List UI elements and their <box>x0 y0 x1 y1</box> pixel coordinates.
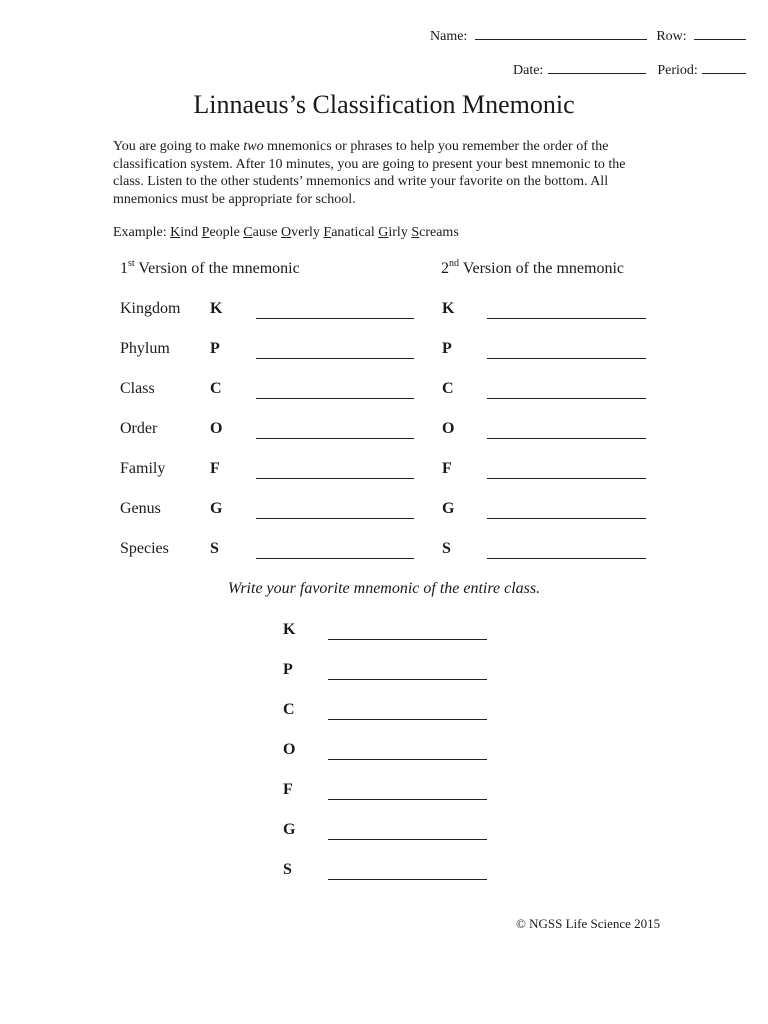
second-version-letter: O <box>442 420 455 437</box>
page-title: Linnaeus’s Classification Mnemonic <box>193 90 575 119</box>
example-word-rest: eople <box>209 225 240 240</box>
first-version-blank-p[interactable] <box>256 358 414 359</box>
date-label: Date: <box>513 63 544 78</box>
second-version-blank-p[interactable] <box>487 358 646 359</box>
intro-emphasis: two <box>243 139 264 154</box>
example-word <box>170 225 198 240</box>
second-version-letter: S <box>442 540 451 557</box>
second-version-num: 2 <box>441 260 449 277</box>
second-version-letter: K <box>442 300 455 317</box>
favorite-blank-p[interactable] <box>328 679 487 680</box>
rank-name-phylum: Phylum <box>120 340 170 357</box>
favorite-letter: S <box>283 861 292 878</box>
second-version-blank-o[interactable] <box>487 438 646 439</box>
example-initial: C <box>243 225 253 240</box>
name-field[interactable] <box>475 25 647 40</box>
first-version-blank-f[interactable] <box>256 478 414 479</box>
date-field[interactable] <box>548 59 646 74</box>
second-version-letter: P <box>442 340 452 357</box>
example-initial: F <box>323 225 332 240</box>
name-row-line <box>430 25 746 45</box>
first-version-blank-c[interactable] <box>256 398 414 399</box>
period-field[interactable] <box>702 59 746 74</box>
first-version-heading <box>120 257 300 278</box>
example-line <box>113 225 459 241</box>
rank-name-species: Species <box>120 540 169 557</box>
second-version-heading <box>441 257 625 278</box>
first-version-letter: K <box>210 300 223 317</box>
example-word <box>323 225 374 240</box>
example-word-rest: anatical <box>331 225 375 240</box>
example-initial: S <box>411 225 420 240</box>
second-version-letter: G <box>442 500 455 517</box>
second-version-blank-f[interactable] <box>487 478 646 479</box>
first-version-blank-k[interactable] <box>256 318 414 319</box>
example-initial: O <box>281 225 292 240</box>
example-word-rest: irly <box>388 225 408 240</box>
favorite-letter: P <box>283 661 293 678</box>
favorite-blank-k[interactable] <box>328 639 487 640</box>
second-version-blank-c[interactable] <box>487 398 646 399</box>
example-word-rest: creams <box>419 225 459 240</box>
example-initial: G <box>378 225 389 240</box>
first-version-letter: P <box>210 340 220 357</box>
first-version-text: Version of the mnemonic <box>134 260 300 277</box>
rank-name-order: Order <box>120 420 158 437</box>
second-version-blank-s[interactable] <box>487 558 646 559</box>
second-version-blank-g[interactable] <box>487 518 646 519</box>
copyright: © NGSS Life Science 2015 <box>516 916 661 931</box>
favorite-blank-f[interactable] <box>328 799 487 800</box>
row-field[interactable] <box>694 25 746 40</box>
first-version-letter: C <box>210 380 222 397</box>
example-initial: P <box>201 225 210 240</box>
favorite-blank-s[interactable] <box>328 879 487 880</box>
example-word-rest: ause <box>252 225 278 240</box>
first-version-sup: st <box>128 257 135 269</box>
example-label: Example: <box>113 225 171 240</box>
rank-name-family: Family <box>120 460 166 477</box>
row-label: Row: <box>656 29 687 44</box>
favorite-blank-o[interactable] <box>328 759 487 760</box>
rank-name-class: Class <box>120 380 155 397</box>
date-period-line <box>513 59 746 79</box>
favorite-letter: K <box>283 621 296 638</box>
example-word <box>243 225 277 240</box>
favorite-blank-c[interactable] <box>328 719 487 720</box>
first-version-letter: S <box>210 540 219 557</box>
intro-text-before: You are going to make <box>113 139 244 154</box>
first-version-blank-g[interactable] <box>256 518 414 519</box>
second-version-blank-k[interactable] <box>487 318 646 319</box>
first-version-letter: G <box>210 500 223 517</box>
example-word <box>202 225 240 240</box>
rank-name-genus: Genus <box>120 500 161 517</box>
first-version-letter: F <box>210 460 220 477</box>
period-label: Period: <box>657 63 698 78</box>
intro-paragraph <box>113 138 658 208</box>
first-version-num: 1 <box>120 260 128 277</box>
intro-text-after: mnemonics or phrases to help you remember the order of the classification system. After 10 minutes, you are going to present your best mnemonic to the class. Listen to the other students’ mnemonics and write your favorite on the bottom. All mnemonics must be appropriate for school. <box>113 139 626 207</box>
first-version-letter: O <box>210 420 223 437</box>
favorite-prompt: Write your favorite mnemonic of the entire class. <box>227 580 541 597</box>
example-initial: K <box>170 225 181 240</box>
second-version-letter: F <box>442 460 452 477</box>
example-word-rest: ind <box>180 225 199 240</box>
example-word <box>281 225 320 240</box>
favorite-blank-g[interactable] <box>328 839 487 840</box>
second-version-letter: C <box>442 380 454 397</box>
favorite-letter: C <box>283 701 295 718</box>
example-word-rest: verly <box>291 225 320 240</box>
favorite-letter: O <box>283 741 296 758</box>
first-version-blank-o[interactable] <box>256 438 414 439</box>
first-version-blank-s[interactable] <box>256 558 414 559</box>
example-word <box>378 225 408 240</box>
favorite-letter: F <box>283 781 293 798</box>
second-version-sup: nd <box>449 257 459 269</box>
rank-name-kingdom: Kingdom <box>120 300 181 317</box>
second-version-text: Version of the mnemonic <box>459 260 625 277</box>
name-label: Name: <box>430 29 468 44</box>
favorite-letter: G <box>283 821 296 838</box>
example-word <box>411 225 458 240</box>
